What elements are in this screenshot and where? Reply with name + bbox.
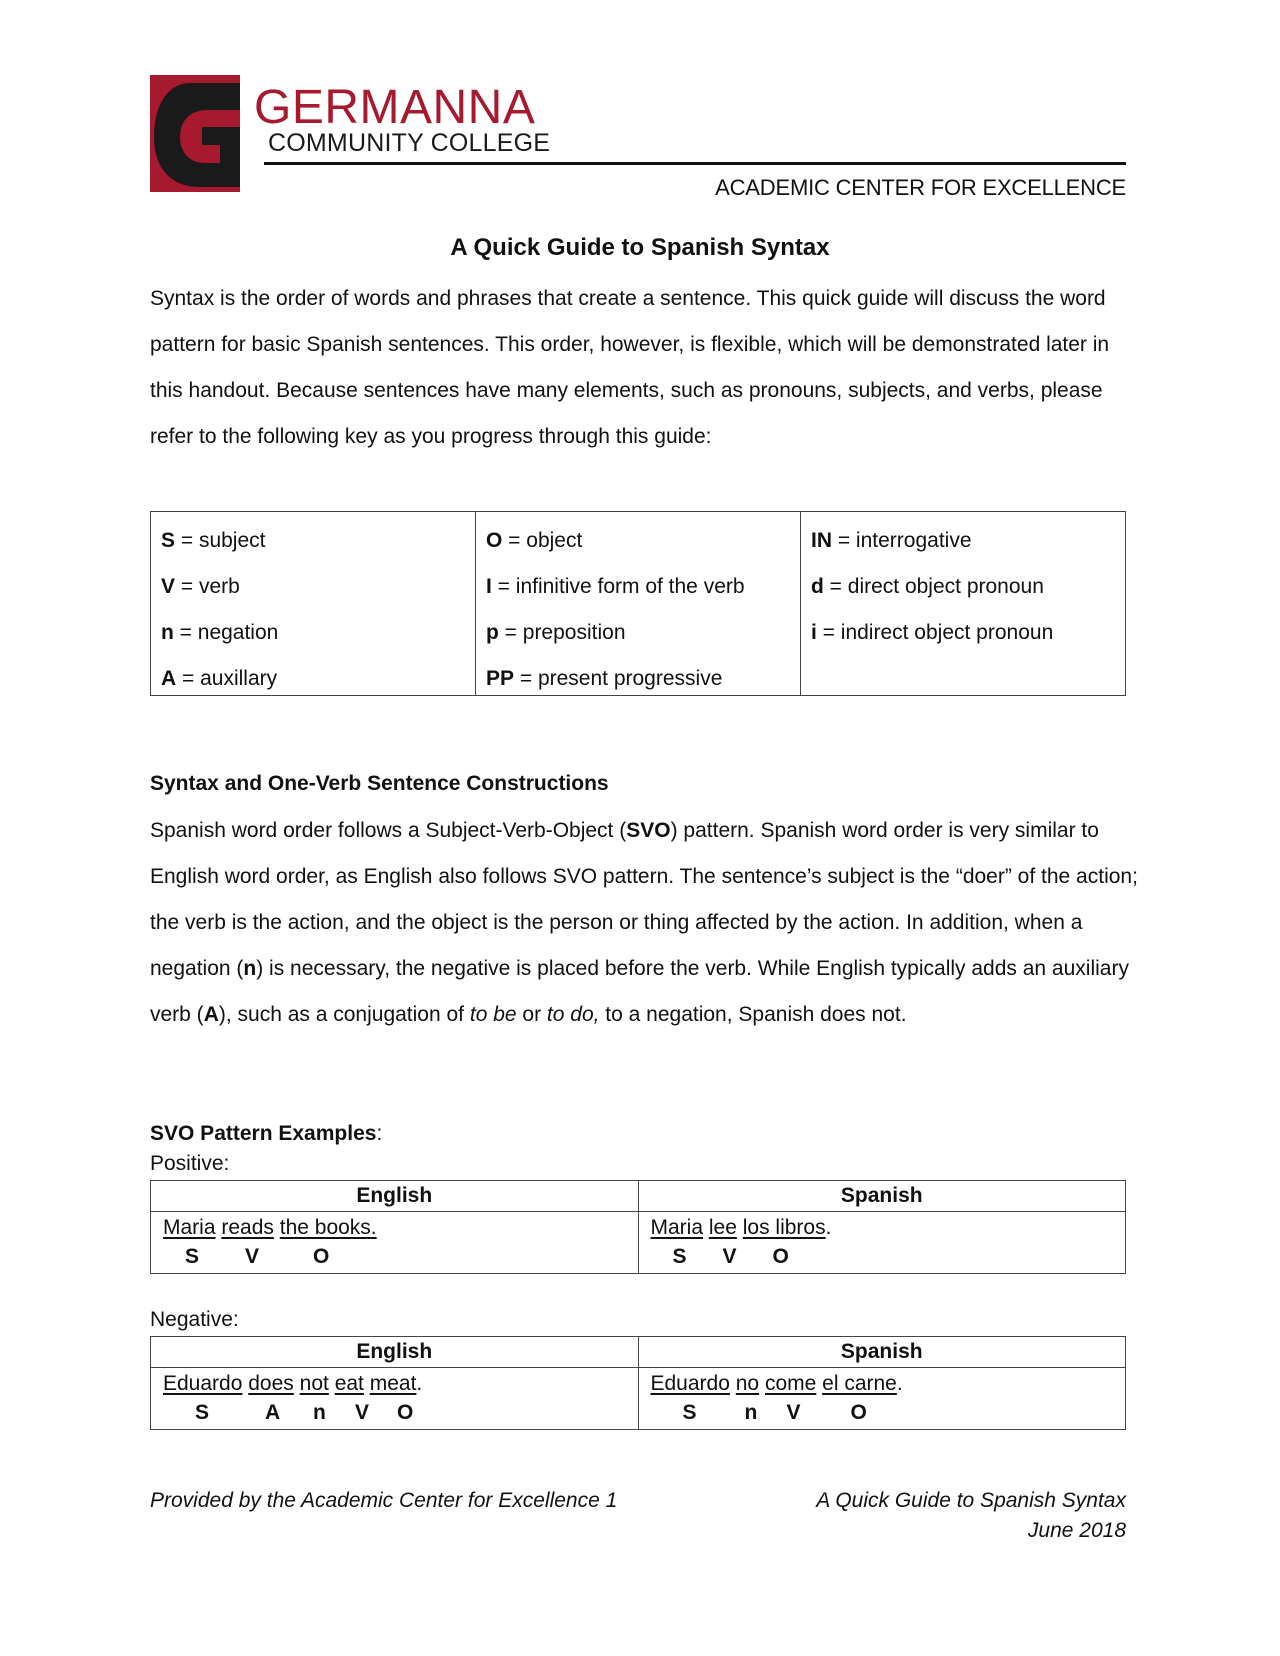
key-item: A = auxillary — [161, 667, 278, 690]
english-example-cell — [151, 1212, 639, 1273]
syntax-tag: A — [265, 1401, 281, 1424]
table-row — [151, 1212, 1125, 1273]
syntax-tag: O — [850, 1401, 867, 1424]
syntax-tag: V — [722, 1245, 737, 1268]
footer-right-title: A Quick Guide to Spanish Syntax — [816, 1489, 1126, 1512]
syntax-tag: O — [772, 1245, 789, 1268]
syntax-tag: O — [313, 1245, 330, 1268]
syntax-tag: n — [744, 1401, 758, 1424]
syntax-tag: S — [672, 1245, 687, 1268]
footer-right-date: June 2018 — [1027, 1519, 1126, 1542]
syntax-tag: S — [195, 1401, 210, 1424]
header-rule — [264, 162, 1126, 165]
example-sentence: Eduardo no come el carne. — [650, 1372, 903, 1395]
column-header-english: English — [151, 1181, 639, 1211]
english-example-cell — [151, 1368, 639, 1429]
college-name: GERMANNA — [254, 81, 536, 134]
syntax-tag: V — [245, 1245, 260, 1268]
college-subtitle: COMMUNITY COLLEGE — [268, 129, 551, 157]
key-table — [150, 511, 1126, 696]
syntax-tag: V — [355, 1401, 370, 1424]
syntax-tag: S — [682, 1401, 697, 1424]
example-sentence: Maria lee los libros. — [650, 1216, 832, 1239]
column-header-spanish: Spanish — [840, 1340, 923, 1363]
table-row — [151, 1368, 1125, 1429]
spanish-example-cell — [639, 1368, 1126, 1429]
germanna-g-logo-icon — [150, 75, 240, 192]
positive-example-table — [150, 1180, 1126, 1274]
section-paragraph: Spanish word order follows a Subject-Verb-Object (SVO) pattern. Spanish word order is very similar to English word order, as English also follows SVO pattern. The sentence’s subject is the “doer” of the action; the verb is the action, and the object is the person or thing affected by the action. In addition, when a negation (n) is necessary, the negative is placed before the verb. While English typically adds an auxiliary verb (A), such as a conjugation of to be or to do, to a negation, Spanish does not. — [150, 819, 1138, 1026]
column-header-spanish: Spanish — [840, 1184, 923, 1207]
syntax-tag: S — [185, 1245, 200, 1268]
key-column-3 — [801, 512, 1125, 695]
key-item: V = verb — [161, 575, 240, 598]
examples-heading: SVO Pattern Examples: — [150, 1122, 383, 1145]
key-item: PP = present progressive — [486, 667, 723, 690]
example-sentence: Eduardo does not eat meat. — [163, 1372, 423, 1395]
key-item: O = object — [486, 529, 583, 552]
table-header-row — [151, 1337, 1125, 1368]
key-item: p = preposition — [486, 621, 626, 644]
key-column-1 — [151, 512, 476, 695]
key-item: i = indirect object pronoun — [811, 621, 1054, 644]
section-heading: Syntax and One-Verb Sentence Constructions — [150, 772, 609, 795]
column-header-english: English — [151, 1337, 639, 1367]
key-column-2 — [476, 512, 801, 695]
intro-paragraph: Syntax is the order of words and phrases that create a sentence. This quick guide will discuss the word pattern for basic Spanish sentences. This order, however, is flexible, which will be demonstrated later in this handout. Because sentences have many elements, such as pronouns, subjects, and verbs, please refer to the following key as you progress through this guide: — [150, 287, 1110, 448]
negative-example-table — [150, 1336, 1126, 1430]
key-item: I = infinitive form of the verb — [486, 575, 745, 598]
syntax-tag: n — [313, 1401, 326, 1424]
syntax-tag: V — [786, 1401, 801, 1424]
key-item: d = direct object pronoun — [811, 575, 1044, 598]
positive-label: Positive: — [150, 1152, 230, 1175]
center-name: ACADEMIC CENTER FOR EXCELLENCE — [715, 175, 1126, 200]
syntax-tag: O — [397, 1401, 414, 1424]
key-item: n = negation — [161, 621, 279, 644]
footer-left: Provided by the Academic Center for Excellence 1 — [150, 1489, 618, 1512]
negative-label: Negative: — [150, 1308, 239, 1331]
example-sentence: Maria reads the books. — [163, 1216, 377, 1239]
key-item: S = subject — [161, 529, 266, 552]
key-item: IN = interrogative — [811, 529, 972, 552]
spanish-example-cell — [639, 1212, 1126, 1273]
table-header-row — [151, 1181, 1125, 1212]
page-title: A Quick Guide to Spanish Syntax — [450, 234, 830, 261]
